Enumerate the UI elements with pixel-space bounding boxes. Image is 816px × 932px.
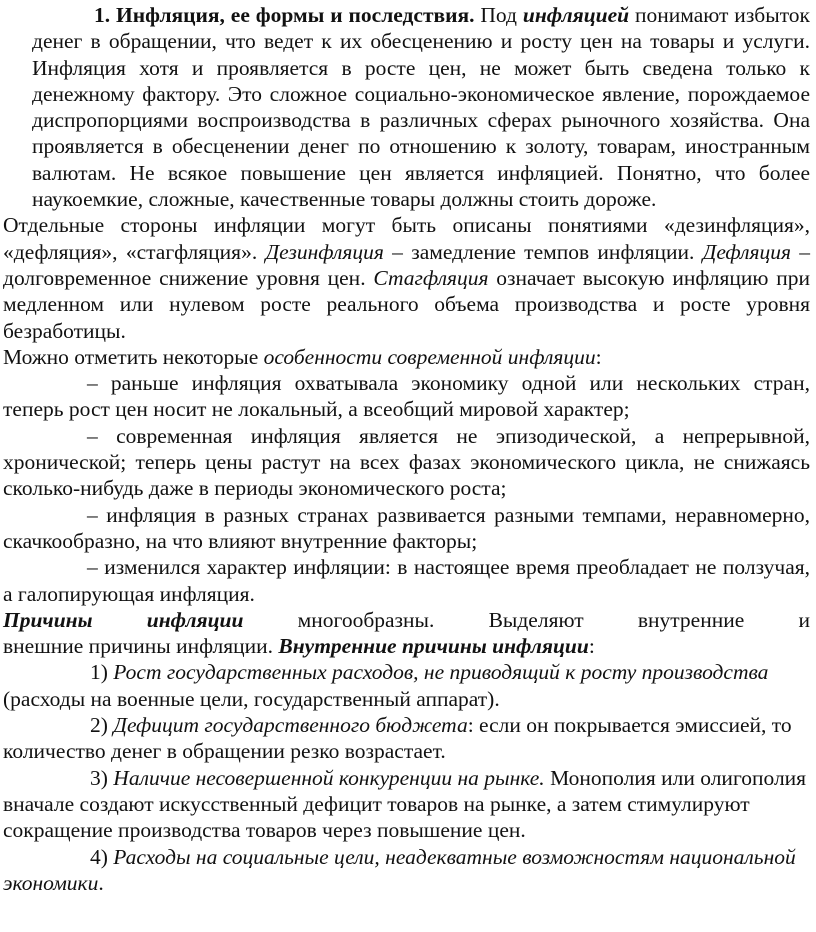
features-lead: Можно отметить некоторые: [3, 344, 264, 369]
forms-text-1: Отдельные стороны инфляции могут быть описаны понятиями «дезинфляция», «дефляция», «стагфляция».: [3, 213, 810, 264]
causes-word-2: инфляции: [146, 607, 244, 632]
forms-text-2: – замедление темпов инфляции.: [383, 239, 703, 264]
feature-item: – инфляция в разных странах развивается разными темпами, неравномерно, скачкообразно, на что влияют внутренние факторы;: [3, 502, 810, 553]
cause-title: Дефицит государственного бюджета: [113, 713, 468, 738]
section-heading: 1. Инфляция, ее формы и последствия.: [94, 3, 475, 27]
causes-line: [3, 607, 810, 633]
cause-title: Расходы на социальные цели, неадекватные возможностям национальной экономики: [3, 844, 796, 895]
causes-word-6: и: [798, 607, 810, 632]
features-intro: [3, 344, 810, 370]
cause-item: [3, 712, 810, 765]
forms-text-3: – долговременное снижение уровня цен.: [3, 239, 810, 290]
inner-causes-colon: :: [588, 634, 595, 659]
cause-item: [3, 765, 810, 844]
cause-text: (расходы на военные цели, государственный аппарат).: [3, 686, 500, 711]
feature-item: – современная инфляция является не эпизодической, а непрерывной, хронической; теперь цены растут на всех фазах экономического цикла, не снижаясь сколько-нибудь даже в периоды экономического роста;: [3, 423, 810, 501]
forms-paragraph: [3, 212, 810, 343]
term-stagflation: Стагфляция: [373, 265, 489, 290]
cause-number: 1): [90, 660, 114, 685]
cause-item: [3, 659, 810, 712]
cause-item: [3, 844, 810, 897]
cause-text: : если он покрывается эмиссией, то количество денег в обращении резко возрастает.: [3, 713, 792, 764]
causes-word-4: Выделяют: [488, 607, 584, 632]
causes-text: внешние причины инфляции.: [3, 634, 279, 659]
intro-lead: Под: [474, 3, 523, 27]
cause-text: Монополия или олигополия вначале создают искусственный дефицит товаров на рынке, а затем стимулируют сокращение производства товаров через повышение цен.: [3, 765, 807, 843]
inflation-term: инфляцией: [522, 3, 630, 27]
causes-word-1: Причины: [3, 607, 93, 632]
causes-second-line: [3, 633, 810, 659]
term-disinflation: Дезинфляция: [265, 239, 384, 264]
forms-text-4: означает высокую инфляцию при медленном или нулевом росте реального объема производства и росте уровня безработицы.: [3, 265, 810, 343]
features-colon: :: [595, 344, 602, 369]
feature-item: – раньше инфляция охватывала экономику одной или нескольких стран, теперь рост цен носит не локальный, а всеобщий мировой характер;: [3, 371, 810, 422]
cause-title: Рост государственных расходов, не приводящий к росту производства: [113, 660, 769, 685]
causes-word-3: многообразны.: [297, 607, 435, 632]
cause-number: 3): [90, 765, 114, 790]
cause-number: 2): [90, 713, 114, 738]
inner-causes-title: Внутренние причины инфляции: [278, 634, 589, 659]
features-term: особенности современной инфляции: [263, 344, 596, 369]
intro-paragraph: [32, 2, 810, 212]
cause-text: .: [98, 870, 104, 895]
term-deflation: Дефляция: [702, 239, 791, 264]
feature-item: – изменился характер инфляции: в настоящее время преобладает не ползучая, а галопирующая инфляция.: [3, 555, 810, 606]
intro-section: [3, 2, 810, 212]
cause-title: Наличие несовершенной конкуренции на рынке.: [113, 765, 545, 790]
causes-word-5: внутренние: [637, 607, 745, 632]
intro-text: понимают избыток денег в обращении, что ведет к их обесценению и росту цен на товары и услуги. Инфляция хотя и проявляется в росте цен, не может быть сведена только к денежному фактору. Это сложное социально-экономическое явление, порождаемое диспропорциями воспроизводства в различных сферах рыночного хозяйства. Она проявляется в обесценении денег по отношению к золоту, товарам, иностранным валютам. Не всякое повышение цен является инфляцией. Понятно, что более наукоемкие, сложные, качественные товары должны стоить дороже.: [32, 3, 811, 212]
cause-number: 4): [90, 844, 114, 869]
